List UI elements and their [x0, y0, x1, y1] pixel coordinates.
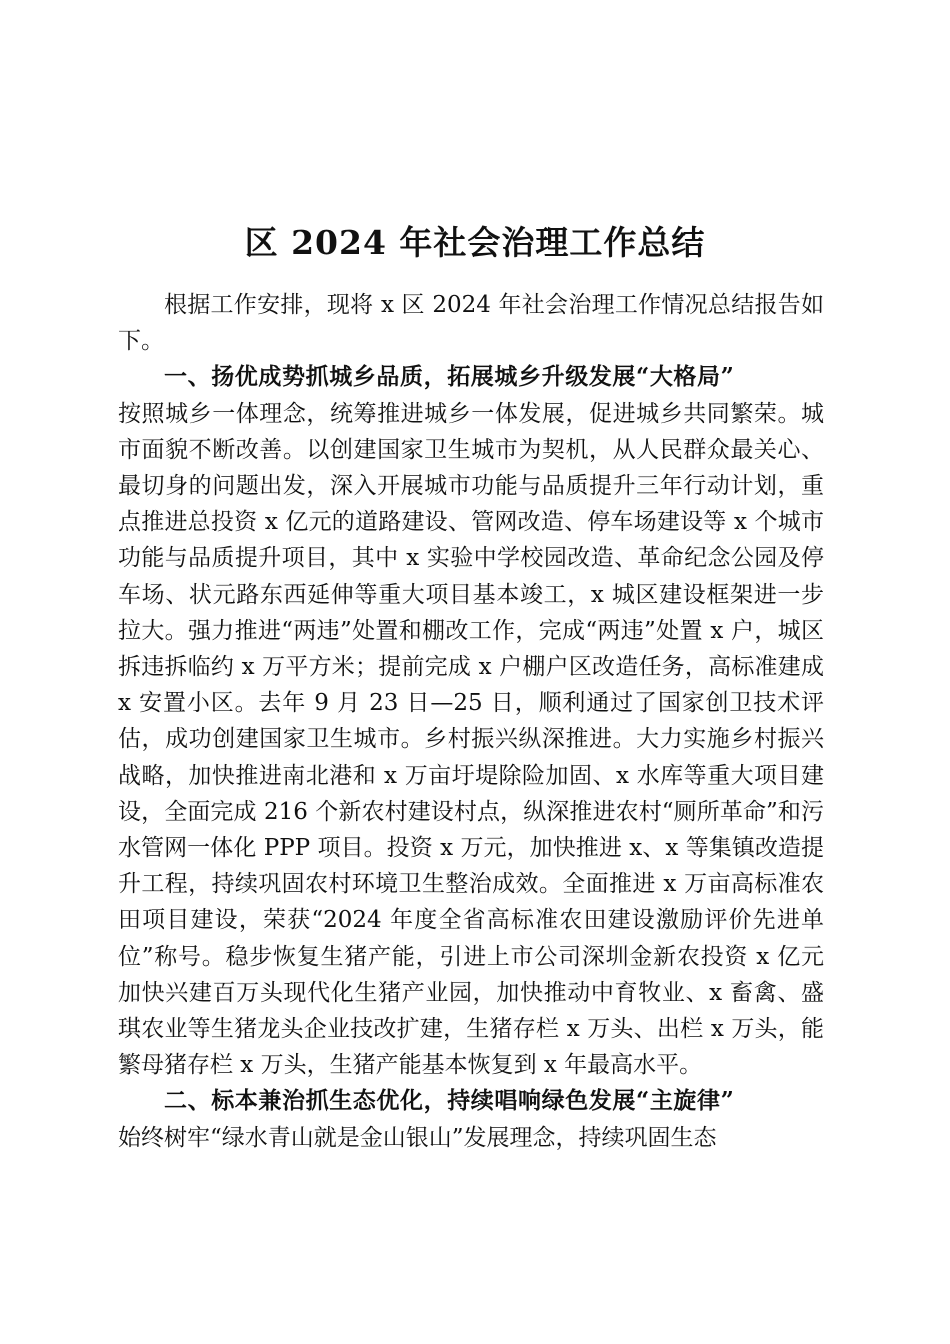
document-body [118, 287, 824, 1156]
section-2-heading: 二、标本兼治抓生态优化，持续唱响绿色发展“主旋律” [164, 1087, 735, 1115]
section-1-body: 按照城乡一体理念，统筹推进城乡一体发展，促进城乡共同繁荣。城市面貌不断改善。以创建国家卫生城市为契机，从人民群众最关心、最切身的问题出发，深入开展城市功能与品质提升三年行动计划，重点推进总投资 x 亿元的道路建设、管网改造、停车场建设等 x 个城市功能与品质提升项目，其中 x 实验中学校园改造、革命纪念公园及停车场、状元路东西延伸等重大项目基本竣工，x 城区建设框架进一步拉大。强力推进“两违”处置和棚改工作，完成“两违”处置 x 户，城区拆违拆临约 x 万平方米；提前完成 x 户棚户区改造任务，高标准建成 x 安置小区。去年 9 月 23 日—25 日，顺利通过了国家创卫技术评估，成功创建国家卫生城市。乡村振兴纵深推进。大力实施乡村振兴战略，加快推进南北港和 x 万亩圩堤除险加固、x 水库等重大项目建设，全面完成 216 个新农村建设村点，纵深推进农村“厕所革命”和污水管网一体化 PPP 项目。投资 x 万元，加快推进 x、x 等集镇改造提升工程，持续巩固农村环境卫生整治成效。全面推进 x 万亩高标准农田项目建设，荣获“2024 年度全省高标准农田建设激励评价先进单位”称号。稳步恢复生猪产能，引进上市公司深圳金新农投资 x 亿元加快兴建百万头现代化生猪产业园，加快推动中育牧业、x 畜禽、盛琪农业等生猪龙头企业技改扩建，生猪存栏 x 万头、出栏 x 万头，能繁母猪存栏 x 万头，生猪产能基本恢复到 x 年最高水平。 [118, 400, 824, 1079]
intro-paragraph: 根据工作安排，现将 x 区 2024 年社会治理工作情况总结报告如下。 [118, 292, 824, 355]
section-2-body: 始终树牢“绿水青山就是金山银山”发展理念，持续巩固生态 [118, 1124, 717, 1151]
document-title: 区 2024 年社会治理工作总结 [244, 223, 706, 263]
section-1-heading: 一、扬优成势抓城乡品质，拓展城乡升级发展“大格局” [164, 363, 735, 391]
